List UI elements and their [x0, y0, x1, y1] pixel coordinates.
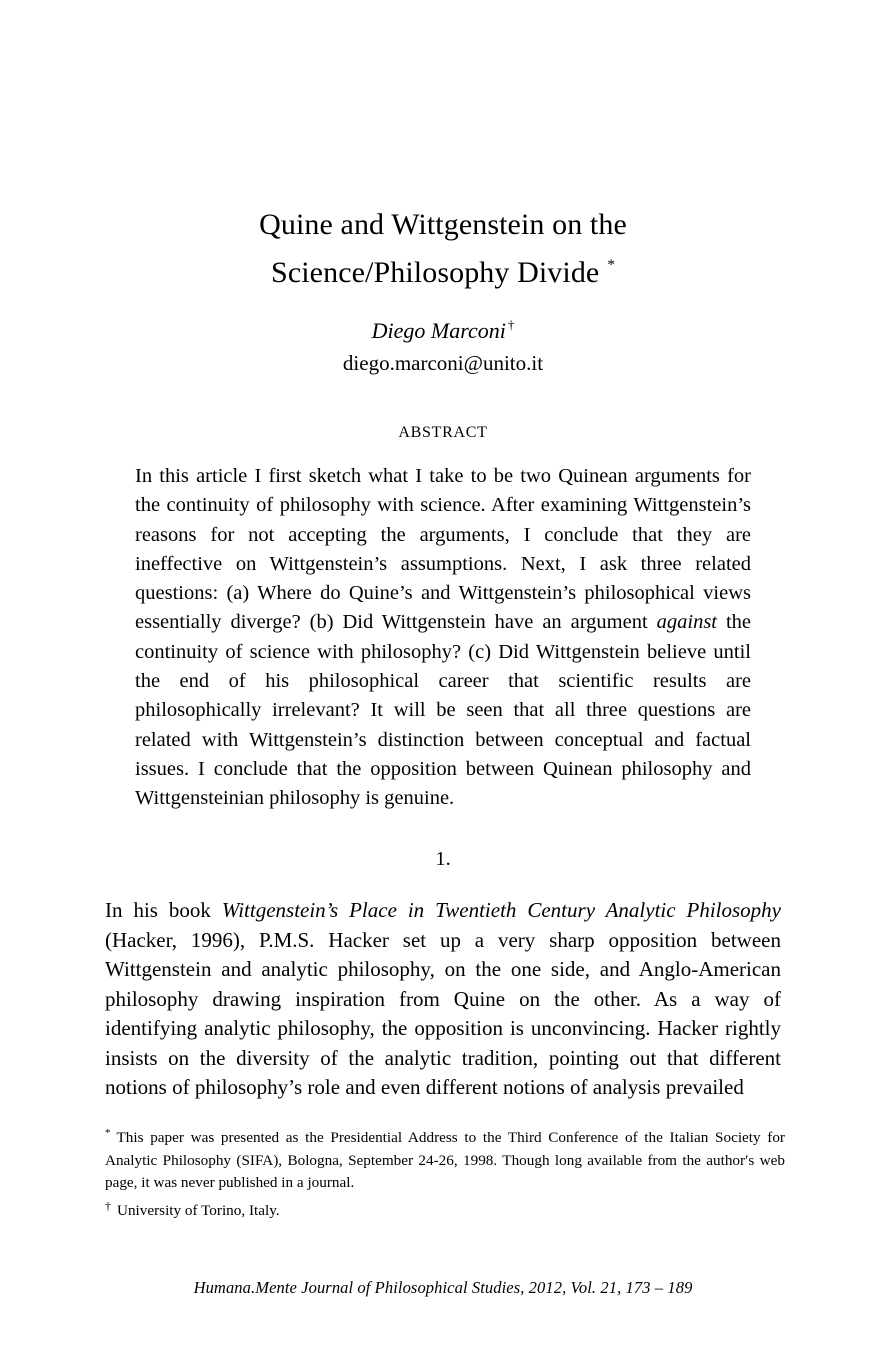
footnote-dagger	[105, 1195, 785, 1223]
author-footnote-marker: †	[507, 317, 515, 332]
abstract-emphasis-against: against	[656, 611, 717, 634]
author-name-text: Diego Marconi	[371, 318, 506, 343]
book-title-citation: Wittgenstein’s Place in Twentieth Century Analytic Philosophy	[221, 898, 781, 922]
footnotes-block	[105, 1122, 785, 1222]
footnote-marker-asterisk: *	[105, 1127, 111, 1139]
body-paragraph-1	[105, 896, 781, 1103]
title-block	[0, 205, 886, 293]
abstract-text	[135, 462, 751, 814]
footnote-marker-dagger: †	[105, 1198, 111, 1213]
journal-citation-footer: Humana.Mente Journal of Philosophical Studies, 2012, Vol. 21, 173 – 189	[193, 1278, 693, 1297]
section-number: 1.	[435, 848, 451, 870]
author-block	[0, 310, 886, 378]
author-name	[0, 310, 886, 346]
title-line-2-text: Science/Philosophy Divide	[271, 256, 600, 289]
title-line-2	[0, 245, 886, 293]
abstract-heading: ABSTRACT	[398, 424, 488, 441]
footnote-asterisk-text: This paper was presented as the Presidential Address to the Third Conference of the Italian Society for Analytic Philosophy (SIFA), Bologna, September 24-26, 1998. Though long available from the author′s web page, it was never published in a journal.	[105, 1129, 785, 1191]
title-line-1: Quine and Wittgenstein on the	[259, 208, 627, 241]
abstract-text-part-2: the continuity of science with philosophy? (c) Did Wittgenstein believe until the end of his philosophical career that scientific results are philosophically irrelevant? It will be seen that all three questions are related with Wittgenstein’s distinction between conceptual and factual issues. I conclude that the opposition between Quinean philosophy and Wittgensteinian philosophy is genuine.	[135, 611, 751, 810]
title-footnote-marker: *	[607, 257, 615, 273]
footnote-dagger-text: University of Torino, Italy.	[117, 1201, 280, 1219]
body-text-part-2: (Hacker, 1996), P.M.S. Hacker set up a very sharp opposition between Wittgenstein and analytic philosophy, on the one side, and Anglo-American philosophy drawing inspiration from Quine on the other. As a way of identifying analytic philosophy, the opposition is unconvincing. Hacker rightly insists on the diversity of the analytic tradition, pointing out that different notions of philosophy’s role and even different notions of analysis prevailed	[105, 927, 781, 1099]
page-title	[0, 205, 886, 293]
footnote-asterisk	[105, 1122, 785, 1195]
author-email: diego.marconi@unito.it	[342, 351, 544, 375]
body-text-part-1: In his book	[105, 898, 222, 922]
abstract-text-part-1: In this article I first sketch what I take to be two Quinean arguments for the continuity of philosophy with science. After examining Wittgenstein’s reasons for not accepting the arguments, I conclude that they are ineffective on Wittgenstein’s assumptions. Next, I ask three related questions: (a) Where do Quine’s and Wittgenstein’s philosophical views essentially diverge? (b) Did Wittgenstein have an argument	[135, 465, 751, 634]
